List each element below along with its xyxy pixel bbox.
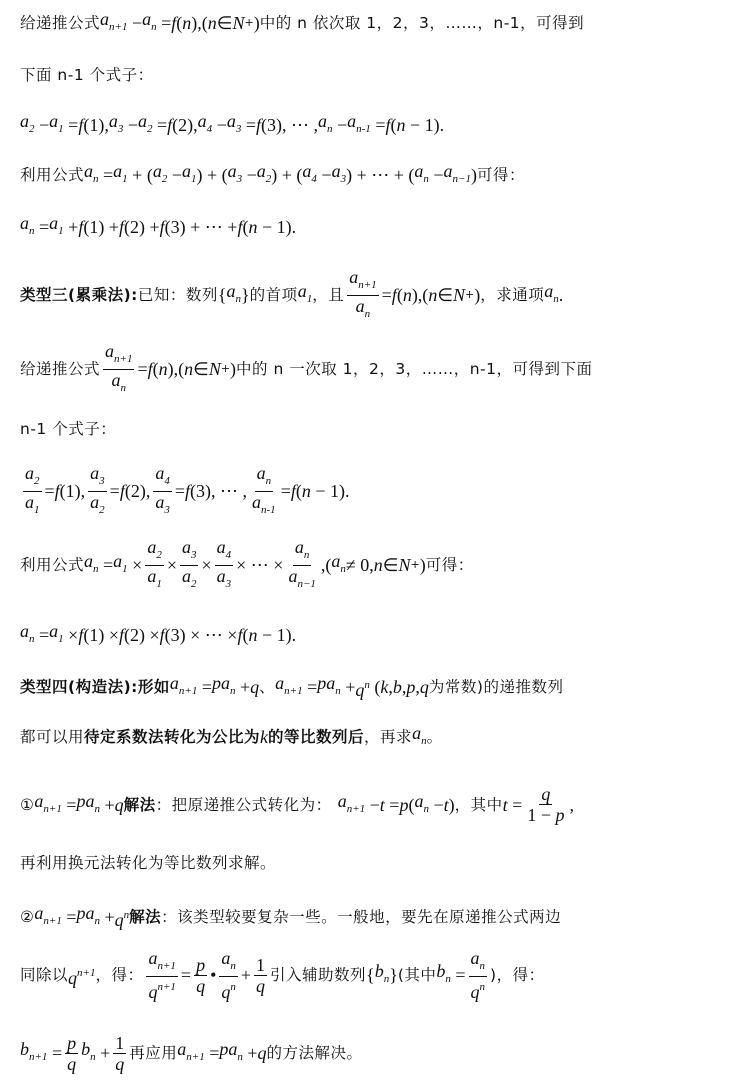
formula-ratio-list: $\frac{a_2}{a_1}$ = f (1), $\frac{a_3}{a_2}$ = f (2), $\frac{a_4}{a_3}$ = f (3), ⋯ , $\frac{a_n}{a_{n-1}}$ = f ( n − 1). — [25, 462, 350, 516]
formula-sum-result: $a_n$ = $a_1$ + f (1) + f (2) + f (3) + ⋯ + f ( n − 1). — [20, 213, 297, 237]
line-final: $b_{n+1}$ = $\frac{p}{q}$ $b_n$ + $\frac{1}{q}$ 再应用 $a_{n+1}$ = $pa_n$ + q 的方法解决。 — [20, 1032, 363, 1074]
text: ，得： — [95, 966, 144, 984]
text: 再利用换元法转化为等比数列求解。 — [20, 854, 277, 872]
text: 利用公式 — [20, 166, 85, 184]
text: ：把原递推公式转化为： — [155, 796, 332, 814]
case2-solution: ② $a_{n+1}$ = $pa_n$ + $q^n$ 解法 ：该类型较要复杂一些。一般地，要先在原递推公式两边 — [20, 903, 562, 930]
text: 待定系数法转化为公比为 — [84, 728, 261, 746]
line-n-minus-1-formulas — [20, 64, 154, 86]
line-divide: 同除以 $q^{n+1}$ ，得： $\frac{a_{n+1}}{q^{n+1}}$ = $\frac{p}{q}$ • $\frac{a_n}{q^n}$ + $\frac{1}{q}$ 引入辅助数列 { $b_n$ } (其中 $b_n$ = $\frac{a_n}{q^n}$ )，得： — [20, 948, 545, 1002]
section-label: 类型四(构造法): — [20, 678, 138, 696]
case-marker: ① — [20, 796, 35, 814]
solution-label: 解法 — [123, 796, 156, 814]
text: 的等比数列后 — [268, 728, 365, 746]
text: ，再求 — [364, 728, 413, 746]
text: 中的 n 依次取 1，2，3，……，n-1，可得到 — [259, 14, 585, 32]
line-sum-formula: 利用公式 $a_n$ = $a_1$ + ( $a_2$ − $a_1$ ) + ( $a_3$ − $a_2$ ) + ( $a_4$ − $a_3$ ) + ⋯ + ( $a_n$ − $a_{n-1}$ ) 可得： — [20, 161, 525, 185]
line-product-intro: 给递推公式 $\frac{a_{n+1}}{a_n}$ = f ( n ),( n ∈ N + ) 中的 n 一次取 1，2，3，……，n-1，可得到下面 — [20, 340, 593, 394]
text: 同除以 — [20, 966, 69, 984]
text: )，得： — [490, 966, 545, 984]
line-recursive-intro: 给递推公式 $a_{n+1}$ − $a_n$ = f ( n ),( n ∈ N + ) 中的 n 依次取 1，2，3，……，n-1，可得到 — [20, 9, 585, 33]
type4-heading: 类型四(构造法): 形如 $a_{n+1}$ = $pa_n$ + q 、 $a_{n+1}$ = $pa_n$ + $q^n$ ( k , b , p , q 为常数)的递推数列 — [20, 673, 564, 700]
text: 、 — [259, 678, 276, 696]
text: 的方法解决。 — [266, 1044, 363, 1062]
text: 利用公式 — [20, 556, 85, 574]
line-constant-method: 都可以用 待定系数法转化为公比为 k 的等比数列后 ，再求 $a_n$ 。 — [20, 723, 443, 747]
text: n-1 个式子： — [20, 420, 117, 438]
solution-label: 解法 — [129, 908, 162, 926]
text: ，求通项 — [480, 286, 545, 304]
text: 给递推公式 — [20, 360, 101, 378]
formula-product-result: $a_n$ = $a_1$ × f (1) × f (2) × f (3) × ⋯ × f ( n − 1). — [20, 621, 297, 645]
text: ：该类型较要复杂一些。一般地，要先在原递推公式两边 — [161, 908, 562, 926]
text: 都可以用 — [20, 728, 85, 746]
text: (其中 — [397, 966, 437, 984]
text: 的首项 — [249, 286, 298, 304]
text: 中的 n 一次取 1，2，3，……，n-1，可得到下面 — [236, 360, 593, 378]
text: 引入辅助数列 — [270, 966, 367, 984]
line-substitution — [20, 852, 276, 874]
text: 已知：数列 — [137, 286, 218, 304]
text: 形如 — [137, 678, 170, 696]
text: 下面 n-1 个式子： — [20, 66, 154, 84]
text: 给递推公式 — [20, 14, 101, 32]
text: ，且 — [312, 286, 345, 304]
text: 再应用 — [129, 1044, 178, 1062]
formula-difference-list: $a_2$ − $a_1$ = f (1), $a_3$ − $a_2$ = f (2), $a_4$ − $a_3$ = f (3), ⋯ , $a_n$ − $a_{n-1}$ = f ( n − 1). — [20, 111, 445, 135]
text: 可得： — [425, 556, 474, 574]
type3-heading: 类型三(累乘法): 已知：数列 { $a_n$ } 的首项 $a_1$ ，且 $\frac{a_{n+1}}{a_n}$ = f ( n ),( n ∈ N + ) ，求通项 $a_n$ . — [20, 266, 564, 320]
line-n-minus-1-formulas-2 — [20, 418, 116, 440]
text: ，其中 — [454, 796, 503, 814]
case-marker: ② — [20, 908, 35, 926]
text: 。 — [426, 728, 443, 746]
line-product-formula: 利用公式 $a_n$ = $a_1$ × $\frac{a_2}{a_1}$ × $\frac{a_3}{a_2}$ × $\frac{a_4}{a_3}$ × ⋯ × $\frac{a_n}{a_{n-1}}$ ,( $a_n$ ≠ 0, n ∈ N + ) 可得： — [20, 536, 474, 590]
text: 可得： — [476, 166, 525, 184]
text: 为常数)的递推数列 — [428, 678, 564, 696]
section-label: 类型三(累乘法): — [20, 286, 138, 304]
case1-solution: ① $a_{n+1}$ = $pa_n$ + q 解法 ：把原递推公式转化为： $a_{n+1}$ − t = p ( $a_n$ − t ) ，其中 t = $\frac{q}{1 - p}$ , — [20, 784, 574, 825]
